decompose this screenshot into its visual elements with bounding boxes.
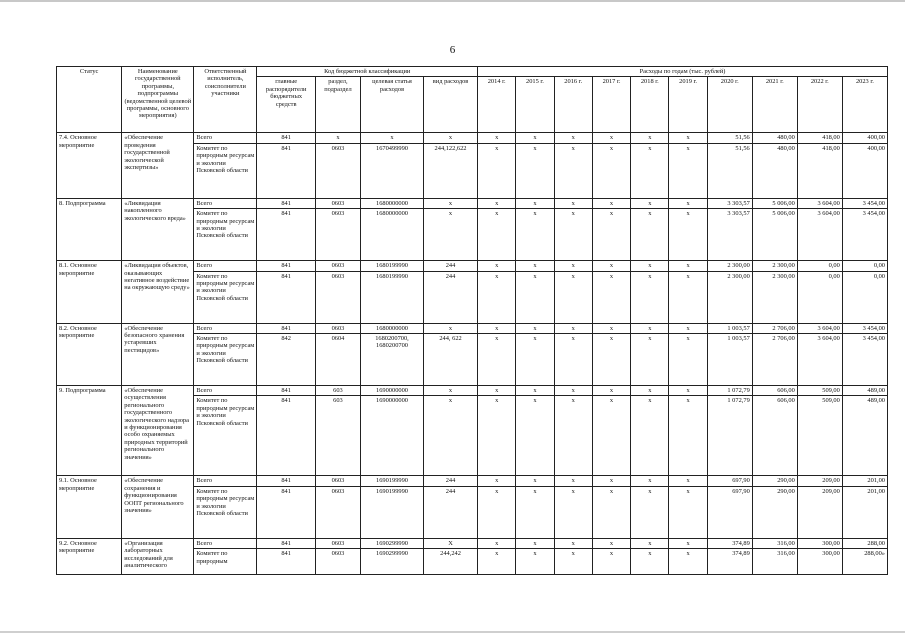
- header-year: 2018 г.: [631, 77, 669, 133]
- row-year-value: x: [554, 143, 592, 198]
- row-responsible: Комитет по природным ресурсам и экологии Псковской области: [194, 209, 257, 261]
- row-csr: 1690299990: [360, 538, 423, 548]
- row-year-value: 316,00: [752, 538, 797, 548]
- row-year-value: x: [478, 133, 516, 143]
- row-year-value: x: [592, 133, 630, 143]
- row-csr: 1680000000: [360, 198, 423, 208]
- row-year-value: x: [669, 476, 707, 486]
- row-grbs: 841: [257, 261, 316, 271]
- row-year-value: 400,00: [842, 133, 887, 143]
- row-year-value: x: [669, 323, 707, 333]
- row-year-value: 288,00»: [842, 549, 887, 575]
- row-year-value: x: [631, 386, 669, 396]
- row-year-value: 480,00: [752, 143, 797, 198]
- row-year-value: 2 300,00: [707, 261, 752, 271]
- row-year-value: x: [478, 334, 516, 386]
- row-year-value: 418,00: [797, 143, 842, 198]
- row-razdel: 0604: [315, 334, 360, 386]
- header-budget-code: Код бюджетной классификации: [257, 67, 478, 77]
- row-year-value: x: [592, 396, 630, 476]
- row-status: 9.1. Основное мероприятие: [57, 476, 122, 538]
- row-status: 8.2. Основное мероприятие: [57, 323, 122, 385]
- row-csr: x: [360, 133, 423, 143]
- row-csr: 1690000000: [360, 396, 423, 476]
- row-year-value: 51,56: [707, 143, 752, 198]
- row-year-value: x: [516, 261, 554, 271]
- row-year-value: x: [669, 334, 707, 386]
- row-year-value: x: [592, 143, 630, 198]
- row-responsible: Всего: [194, 386, 257, 396]
- header-year: 2021 г.: [752, 77, 797, 133]
- row-year-value: 2 300,00: [752, 271, 797, 323]
- row-year-value: 606,00: [752, 386, 797, 396]
- table-row: [57, 323, 888, 333]
- header-expenses: Расходы по годам (тыс. рублей): [478, 67, 888, 77]
- row-year-value: x: [669, 549, 707, 575]
- row-year-value: 290,00: [752, 486, 797, 538]
- row-year-value: x: [669, 271, 707, 323]
- row-year-value: 480,00: [752, 133, 797, 143]
- row-grbs: 841: [257, 143, 316, 198]
- row-name: «Обеспечение безопасного хранения устаревших пестицидов»: [122, 323, 194, 385]
- row-year-value: x: [554, 549, 592, 575]
- row-responsible: Комитет по природным: [194, 549, 257, 575]
- header-year: 2015 г.: [516, 77, 554, 133]
- row-year-value: x: [631, 209, 669, 261]
- row-year-value: x: [669, 133, 707, 143]
- row-year-value: x: [631, 396, 669, 476]
- row-year-value: x: [669, 396, 707, 476]
- row-responsible: Комитет по природным ресурсам и экологии Псковской области: [194, 271, 257, 323]
- row-year-value: x: [631, 133, 669, 143]
- row-year-value: x: [478, 386, 516, 396]
- row-year-value: x: [516, 334, 554, 386]
- row-year-value: x: [631, 538, 669, 548]
- row-status: 9.2. Основное мероприятие: [57, 538, 122, 574]
- row-year-value: x: [554, 133, 592, 143]
- row-year-value: 209,00: [797, 476, 842, 486]
- row-razdel: 0603: [315, 486, 360, 538]
- row-responsible: Комитет по природным ресурсам и экологии Псковской области: [194, 396, 257, 476]
- row-year-value: x: [669, 386, 707, 396]
- row-status: 8. Подпрограмма: [57, 198, 122, 260]
- header-name: Наименование государственной программы, подпрограммы (ведомственной целевой программы, основного мероприятия): [122, 67, 194, 133]
- row-year-value: x: [554, 334, 592, 386]
- row-csr: 1680199990: [360, 261, 423, 271]
- row-vr: 244: [424, 271, 478, 323]
- row-responsible: Всего: [194, 323, 257, 333]
- row-year-value: x: [631, 271, 669, 323]
- row-year-value: x: [554, 396, 592, 476]
- row-year-value: 3 604,00: [797, 323, 842, 333]
- row-year-value: 3 604,00: [797, 209, 842, 261]
- row-name: «Организация лабораторных исследований для аналитического: [122, 538, 194, 574]
- row-year-value: x: [554, 476, 592, 486]
- row-year-value: 509,00: [797, 386, 842, 396]
- row-year-value: 697,90: [707, 476, 752, 486]
- row-grbs: 841: [257, 396, 316, 476]
- row-year-value: 489,00: [842, 386, 887, 396]
- row-year-value: 1 072,79: [707, 396, 752, 476]
- row-razdel: 0603: [315, 198, 360, 208]
- row-year-value: 509,00: [797, 396, 842, 476]
- row-year-value: x: [592, 323, 630, 333]
- row-year-value: x: [516, 323, 554, 333]
- row-year-value: 0,00: [842, 261, 887, 271]
- row-vr: 244,122,622: [424, 143, 478, 198]
- row-vr: x: [424, 396, 478, 476]
- table-row: [57, 133, 888, 143]
- row-year-value: 0,00: [797, 271, 842, 323]
- row-razdel: 0603: [315, 549, 360, 575]
- row-year-value: 3 454,00: [842, 198, 887, 208]
- row-grbs: 841: [257, 198, 316, 208]
- row-csr: 1680000000: [360, 209, 423, 261]
- row-csr: 1680000000: [360, 323, 423, 333]
- row-year-value: 5 006,00: [752, 198, 797, 208]
- row-vr: 244: [424, 476, 478, 486]
- row-responsible: Всего: [194, 261, 257, 271]
- header-csr: целевая статья расходов: [360, 77, 423, 133]
- row-razdel: 0603: [315, 323, 360, 333]
- row-year-value: x: [631, 334, 669, 386]
- header-razdel: раздел, подраздел: [315, 77, 360, 133]
- row-responsible: Всего: [194, 476, 257, 486]
- row-name: «Обеспечение осуществления регионального государственного экологического надзора и функционирования особо охраняемых природных территорий регионального значения»: [122, 386, 194, 476]
- row-year-value: 290,00: [752, 476, 797, 486]
- row-year-value: x: [516, 133, 554, 143]
- row-year-value: x: [554, 386, 592, 396]
- row-year-value: 288,00: [842, 538, 887, 548]
- row-responsible: Комитет по природным ресурсам и экологии Псковской области: [194, 334, 257, 386]
- row-grbs: 841: [257, 476, 316, 486]
- row-csr: 1670499990: [360, 143, 423, 198]
- row-year-value: 201,00: [842, 476, 887, 486]
- row-csr: 1690199990: [360, 486, 423, 538]
- row-year-value: x: [554, 323, 592, 333]
- row-year-value: x: [478, 323, 516, 333]
- row-year-value: x: [478, 396, 516, 476]
- row-name: «Ликвидация накопленного экологического вреда»: [122, 198, 194, 260]
- row-year-value: x: [516, 549, 554, 575]
- row-year-value: x: [592, 198, 630, 208]
- table-row: [57, 476, 888, 486]
- row-responsible: Всего: [194, 133, 257, 143]
- row-year-value: 1 003,57: [707, 323, 752, 333]
- row-year-value: 374,89: [707, 549, 752, 575]
- row-year-value: 3 454,00: [842, 323, 887, 333]
- row-year-value: 2 706,00: [752, 323, 797, 333]
- row-vr: x: [424, 386, 478, 396]
- row-vr: 244,242: [424, 549, 478, 575]
- row-year-value: x: [478, 261, 516, 271]
- row-razdel: 0603: [315, 538, 360, 548]
- header-year: 2022 г.: [797, 77, 842, 133]
- row-year-value: x: [592, 549, 630, 575]
- row-year-value: 3 454,00: [842, 334, 887, 386]
- row-year-value: x: [478, 209, 516, 261]
- row-year-value: x: [554, 538, 592, 548]
- row-year-value: x: [516, 386, 554, 396]
- row-csr: 1680200700, 1680200700: [360, 334, 423, 386]
- row-razdel: 0603: [315, 261, 360, 271]
- header-responsible: Ответственный исполнитель, соисполнители участники: [194, 67, 257, 133]
- row-csr: 1690199990: [360, 476, 423, 486]
- row-razdel: 603: [315, 386, 360, 396]
- row-year-value: 1 003,57: [707, 334, 752, 386]
- row-name: «Обеспечение сохранения и функционирования ООПТ регионального значения»: [122, 476, 194, 538]
- row-responsible: Комитет по природным ресурсам и экологии Псковской области: [194, 486, 257, 538]
- row-year-value: x: [478, 271, 516, 323]
- header-year: 2017 г.: [592, 77, 630, 133]
- row-grbs: 841: [257, 271, 316, 323]
- row-year-value: x: [554, 486, 592, 538]
- row-year-value: x: [516, 476, 554, 486]
- row-year-value: x: [669, 486, 707, 538]
- row-vr: x: [424, 133, 478, 143]
- row-name: «Ликвидация объектов, оказывающих негативное воздействие на окружающую среду»: [122, 261, 194, 323]
- row-year-value: x: [478, 486, 516, 538]
- row-year-value: x: [592, 538, 630, 548]
- row-year-value: x: [516, 143, 554, 198]
- budget-table: [56, 66, 888, 575]
- row-razdel: 0603: [315, 476, 360, 486]
- row-year-value: 0,00: [797, 261, 842, 271]
- row-year-value: x: [631, 261, 669, 271]
- row-year-value: x: [631, 486, 669, 538]
- row-year-value: x: [592, 334, 630, 386]
- row-year-value: 209,00: [797, 486, 842, 538]
- row-year-value: x: [669, 209, 707, 261]
- row-year-value: x: [669, 261, 707, 271]
- row-year-value: 3 303,57: [707, 198, 752, 208]
- table-row: [57, 261, 888, 271]
- header-grbs: главные распорядители бюджетных средств: [257, 77, 316, 133]
- row-year-value: x: [478, 476, 516, 486]
- row-year-value: x: [631, 143, 669, 198]
- row-year-value: x: [631, 476, 669, 486]
- row-name: «Обеспечение проведения государственной экологической экспертизы»: [122, 133, 194, 198]
- row-razdel: 0603: [315, 143, 360, 198]
- row-vr: X: [424, 538, 478, 548]
- row-status: 7.4. Основное мероприятие: [57, 133, 122, 198]
- row-year-value: 300,00: [797, 538, 842, 548]
- row-year-value: x: [478, 538, 516, 548]
- row-year-value: 697,90: [707, 486, 752, 538]
- row-year-value: x: [592, 476, 630, 486]
- row-status: 8.1. Основное мероприятие: [57, 261, 122, 323]
- row-year-value: x: [592, 209, 630, 261]
- row-year-value: 0,00: [842, 271, 887, 323]
- row-year-value: x: [478, 549, 516, 575]
- row-year-value: x: [554, 261, 592, 271]
- row-status: 9. Подпрограмма: [57, 386, 122, 476]
- row-year-value: x: [516, 486, 554, 538]
- header-year: 2023 г.: [842, 77, 887, 133]
- table-row: [57, 386, 888, 396]
- row-year-value: 51,56: [707, 133, 752, 143]
- row-year-value: 418,00: [797, 133, 842, 143]
- table-body: [57, 133, 888, 575]
- row-year-value: 3 303,57: [707, 209, 752, 261]
- row-grbs: 841: [257, 549, 316, 575]
- row-vr: 244: [424, 486, 478, 538]
- row-year-value: x: [516, 209, 554, 261]
- row-year-value: 3 604,00: [797, 198, 842, 208]
- header-year: 2016 г.: [554, 77, 592, 133]
- row-razdel: 603: [315, 396, 360, 476]
- row-year-value: 374,89: [707, 538, 752, 548]
- row-year-value: x: [592, 261, 630, 271]
- row-csr: 1680199990: [360, 271, 423, 323]
- page-number: 6: [449, 44, 456, 56]
- row-year-value: 201,00: [842, 486, 887, 538]
- row-year-value: x: [478, 143, 516, 198]
- row-vr: 244, 622: [424, 334, 478, 386]
- row-year-value: x: [631, 323, 669, 333]
- row-year-value: 1 072,79: [707, 386, 752, 396]
- header-year: 2014 г.: [478, 77, 516, 133]
- row-vr: 244: [424, 261, 478, 271]
- row-responsible: Всего: [194, 538, 257, 548]
- row-year-value: 606,00: [752, 396, 797, 476]
- row-year-value: 3 454,00: [842, 209, 887, 261]
- row-grbs: 841: [257, 386, 316, 396]
- row-razdel: 0603: [315, 271, 360, 323]
- row-year-value: x: [631, 198, 669, 208]
- row-year-value: 3 604,00: [797, 334, 842, 386]
- row-year-value: x: [669, 143, 707, 198]
- row-year-value: x: [554, 198, 592, 208]
- row-grbs: 841: [257, 323, 316, 333]
- table-row: [57, 198, 888, 208]
- table-row: [57, 538, 888, 548]
- row-grbs: 842: [257, 334, 316, 386]
- row-year-value: x: [669, 538, 707, 548]
- row-grbs: 841: [257, 538, 316, 548]
- header-vr: вид расходов: [424, 77, 478, 133]
- row-year-value: x: [554, 209, 592, 261]
- row-year-value: x: [516, 271, 554, 323]
- row-year-value: 2 300,00: [752, 261, 797, 271]
- scan-edge-top: [0, 0, 905, 2]
- row-year-value: 316,00: [752, 549, 797, 575]
- row-year-value: x: [478, 198, 516, 208]
- row-vr: x: [424, 323, 478, 333]
- header-year: 2019 г.: [669, 77, 707, 133]
- row-year-value: 400,00: [842, 143, 887, 198]
- row-vr: x: [424, 209, 478, 261]
- header-status: Статус: [57, 67, 122, 133]
- row-year-value: x: [592, 386, 630, 396]
- row-year-value: 2 706,00: [752, 334, 797, 386]
- row-grbs: 841: [257, 486, 316, 538]
- row-responsible: Всего: [194, 198, 257, 208]
- row-vr: x: [424, 198, 478, 208]
- row-year-value: 5 006,00: [752, 209, 797, 261]
- row-year-value: 300,00: [797, 549, 842, 575]
- row-year-value: x: [631, 549, 669, 575]
- scan-edge-bottom: [0, 631, 905, 633]
- row-year-value: x: [516, 198, 554, 208]
- row-grbs: 841: [257, 209, 316, 261]
- row-year-value: x: [669, 198, 707, 208]
- row-razdel: 0603: [315, 209, 360, 261]
- row-csr: 1690000000: [360, 386, 423, 396]
- row-responsible: Комитет по природным ресурсам и экологии Псковской области: [194, 143, 257, 198]
- row-razdel: x: [315, 133, 360, 143]
- row-year-value: x: [516, 538, 554, 548]
- row-grbs: 841: [257, 133, 316, 143]
- row-year-value: x: [554, 271, 592, 323]
- header-year: 2020 г.: [707, 77, 752, 133]
- row-year-value: x: [516, 396, 554, 476]
- row-year-value: 489,00: [842, 396, 887, 476]
- row-csr: 1690299990: [360, 549, 423, 575]
- row-year-value: 2 300,00: [707, 271, 752, 323]
- row-year-value: x: [592, 486, 630, 538]
- row-year-value: x: [592, 271, 630, 323]
